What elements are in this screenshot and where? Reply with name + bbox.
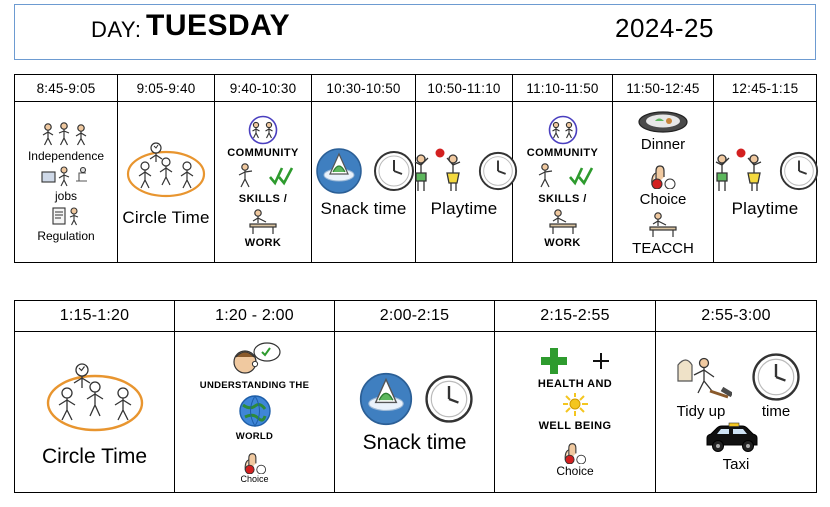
globe-icon (237, 393, 273, 429)
taxi-icon (701, 421, 771, 455)
clock-icon (477, 150, 519, 192)
circle-group-icon (40, 355, 150, 443)
table-row-times (15, 75, 817, 102)
circle-group-icon (123, 136, 209, 206)
activity-label: COMMUNITY (227, 147, 299, 159)
activity-cell-dinner (613, 102, 714, 263)
activity-label: Independence (27, 149, 105, 163)
activity-cell-snack-time-2 (335, 332, 495, 493)
activity-label: Tidy up (676, 403, 726, 420)
day-label: DAY: (91, 17, 142, 42)
activity-cell-snack-time (312, 102, 416, 263)
activity-cell-playtime (416, 102, 513, 263)
work-bench-icon (244, 207, 282, 235)
green-cross-icon (539, 346, 569, 376)
activity-label: Snack time (362, 431, 467, 454)
morning-schedule-table (14, 74, 817, 263)
jobs-icon (39, 165, 93, 187)
table-row-activities (15, 332, 817, 493)
activity-cell-playtime-2 (714, 102, 817, 263)
people-icon (36, 121, 96, 147)
time-slot: 8:45-9:05 (15, 75, 118, 102)
skills-icon (232, 161, 262, 191)
academic-year: 2024-25 (615, 13, 714, 43)
time-slot: 2:00-2:15 (335, 301, 495, 332)
activity-label: Choice (556, 464, 594, 478)
work-bench-icon (544, 207, 582, 235)
activity-label: COMMUNITY (526, 147, 599, 159)
activity-cell-circle-time (118, 102, 215, 263)
sparkle-icon (560, 392, 590, 418)
activity-cell-community-skills-work (215, 102, 312, 263)
choice-hand-icon (642, 155, 684, 189)
time-slot: 10:50-11:10 (416, 75, 513, 102)
activity-label: Dinner (640, 135, 686, 153)
apple-plate-icon (355, 369, 417, 429)
time-slot: 11:10-11:50 (513, 75, 613, 102)
skills-icon (532, 161, 562, 191)
choice-hand-icon (554, 434, 596, 464)
activity-label: Circle Time (41, 445, 147, 468)
thinking-head-icon (223, 340, 287, 378)
day-value: TUESDAY (146, 9, 291, 42)
activity-label: time (761, 403, 791, 420)
community-icon (541, 115, 585, 145)
regulation-icon (49, 205, 83, 227)
activity-cell-tidy-up-taxi (656, 332, 817, 493)
activity-label: UNDERSTANDING THE (199, 380, 310, 391)
header-bar (14, 4, 816, 60)
time-slot: 1:15-1:20 (15, 301, 175, 332)
tidy-up-icon (670, 351, 732, 403)
time-slot: 9:05-9:40 (118, 75, 215, 102)
activity-label: Taxi (722, 456, 750, 473)
activity-label: WORK (244, 237, 282, 249)
activity-cell-community-skills-work-2 (513, 102, 613, 263)
activity-label: SKILLS / (238, 193, 288, 205)
table-row-activities (15, 102, 817, 263)
clock-icon (778, 150, 820, 192)
activity-label: Choice (240, 474, 269, 484)
activity-label: WELL BEING (538, 420, 612, 432)
activity-label: HEALTH AND (537, 378, 613, 390)
activity-cell-understanding-the-world (175, 332, 335, 493)
clock-icon (750, 351, 802, 403)
activity-label: Playtime (731, 199, 799, 218)
activity-cell-independence (15, 102, 118, 263)
time-slot: 2:15-2:55 (495, 301, 656, 332)
activity-label: jobs (54, 189, 77, 203)
activity-label: WORLD (235, 431, 274, 442)
ball-play-icon (409, 145, 471, 197)
dinner-plate-icon (635, 108, 691, 134)
activity-cell-circle-time-2 (15, 332, 175, 493)
time-slot: 1:20 - 2:00 (175, 301, 335, 332)
activity-label: Snack time (320, 199, 407, 218)
tick-icon (268, 164, 294, 188)
table-row-times (15, 301, 817, 332)
tick-icon (568, 164, 594, 188)
time-slot: 9:40-10:30 (215, 75, 312, 102)
clock-icon (423, 373, 475, 425)
activity-label: Regulation (37, 229, 95, 243)
afternoon-schedule-table (14, 300, 817, 493)
activity-label: Choice (639, 190, 687, 208)
activity-label: WORK (544, 237, 581, 249)
time-slot: 10:30-10:50 (312, 75, 416, 102)
time-slot: 2:55-3:00 (656, 301, 817, 332)
activity-label: TEACCH (632, 239, 694, 257)
plus-icon (591, 351, 611, 371)
activity-cell-health-and-wellbeing (495, 332, 656, 493)
ball-play-icon (710, 145, 772, 197)
apple-plate-icon (312, 145, 366, 197)
time-slot: 11:50-12:45 (613, 75, 714, 102)
choice-hand-icon (234, 444, 276, 474)
community-icon (241, 115, 285, 145)
teacch-table-icon (643, 210, 683, 238)
activity-label: Circle Time (122, 208, 210, 227)
activity-label: Playtime (430, 199, 498, 218)
activity-label: SKILLS / (538, 193, 587, 205)
time-slot: 12:45-1:15 (714, 75, 817, 102)
